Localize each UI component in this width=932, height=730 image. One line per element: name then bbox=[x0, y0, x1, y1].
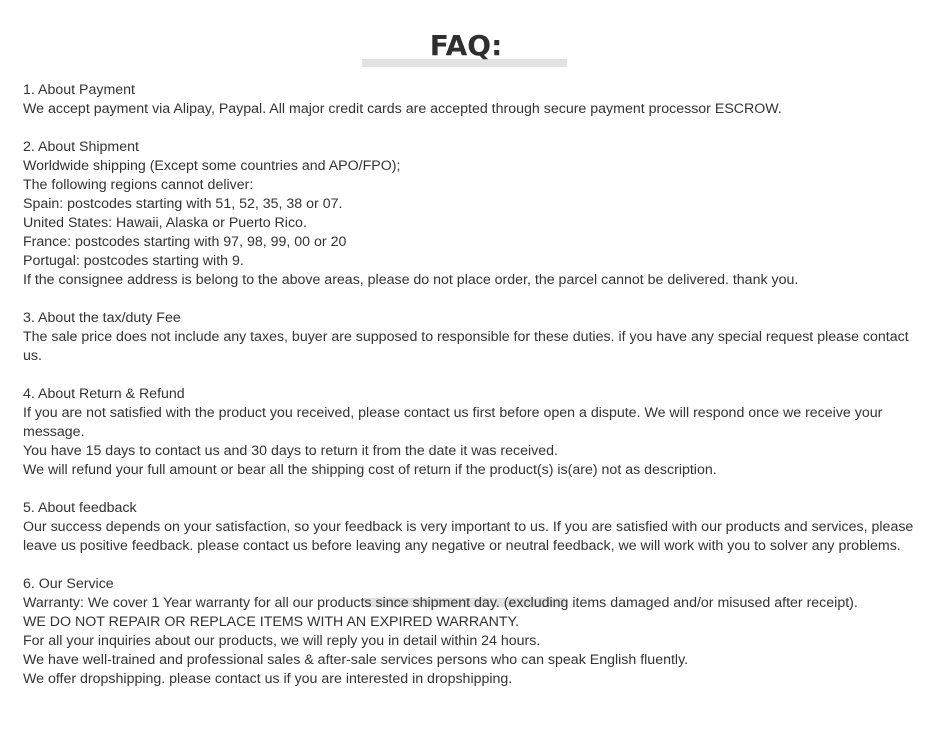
section-text: The following regions cannot deliver: bbox=[23, 177, 254, 193]
section-text: We offer dropshipping. please contact us if you are interested in dropshipping. bbox=[23, 671, 513, 687]
section-heading: 4. About Return & Refund bbox=[23, 386, 185, 402]
section-text: Warranty: We cover 1 Year warranty for all our products since shipment day. (excluding items damaged and/or misused after receipt). bbox=[23, 595, 858, 611]
faq-section-service bbox=[23, 575, 923, 689]
faq-section-payment bbox=[23, 81, 923, 119]
section-heading: 2. About Shipment bbox=[23, 139, 139, 155]
section-text: Our success depends on your satisfaction, so your feedback is very important to us. If you are satisfied with our products and services, please leave us positive feedback. please contact us before leaving any negative or neutral feedback, we will work with you to solver any problems. bbox=[23, 519, 914, 554]
faq-section-feedback bbox=[23, 499, 923, 556]
section-text: France: postcodes starting with 97, 98, 99, 00 or 20 bbox=[23, 234, 347, 250]
section-text: United States: Hawaii, Alaska or Puerto Rico. bbox=[23, 215, 307, 231]
faq-section-return-refund bbox=[23, 385, 923, 480]
section-heading: 5. About feedback bbox=[23, 500, 137, 516]
section-text: If you are not satisfied with the product you received, please contact us first before open a dispute. We will respond once we receive your message. bbox=[23, 405, 883, 440]
section-text: WE DO NOT REPAIR OR REPLACE ITEMS WITH AN EXPIRED WARRANTY. bbox=[23, 614, 520, 630]
page-title: FAQ: bbox=[429, 29, 503, 62]
section-text: If the consignee address is belong to the above areas, please do not place order, the parcel cannot be delivered. thank you. bbox=[23, 272, 799, 288]
section-text: For all your inquiries about our products, we will reply you in detail within 24 hours. bbox=[23, 633, 541, 649]
section-text: We have well-trained and professional sales & after-sale services persons who can speak English fluently. bbox=[23, 652, 689, 668]
section-text: Portugal: postcodes starting with 9. bbox=[23, 253, 244, 269]
section-text: We accept payment via Alipay, Paypal. All major credit cards are accepted through secure payment processor ESCROW. bbox=[23, 101, 782, 117]
section-heading: 3. About the tax/duty Fee bbox=[23, 310, 181, 326]
section-text: You have 15 days to contact us and 30 days to return it from the date it was received. bbox=[23, 443, 558, 459]
faq-content bbox=[23, 81, 923, 708]
section-text: Spain: postcodes starting with 51, 52, 35, 38 or 07. bbox=[23, 196, 343, 212]
faq-title-area bbox=[0, 28, 932, 68]
section-heading: 6. Our Service bbox=[23, 576, 114, 592]
section-text: Worldwide shipping (Except some countries and APO/FPO); bbox=[23, 158, 401, 174]
faq-section-tax bbox=[23, 309, 923, 366]
section-heading: 1. About Payment bbox=[23, 82, 135, 98]
section-text: The sale price does not include any taxes, buyer are supposed to responsible for these duties. if you have any special request please contact us. bbox=[23, 329, 909, 364]
section-text: We will refund your full amount or bear all the shipping cost of return if the product(s) is(are) not as description. bbox=[23, 462, 717, 478]
faq-section-shipment bbox=[23, 138, 923, 290]
